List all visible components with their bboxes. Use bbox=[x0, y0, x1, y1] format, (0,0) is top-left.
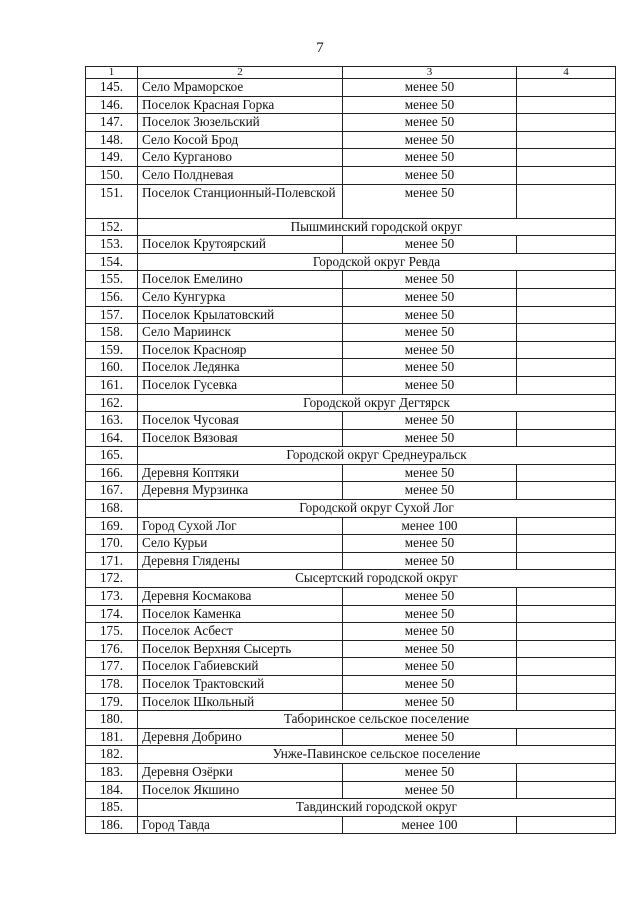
row-number: 147. bbox=[86, 114, 138, 132]
settlement-name: Поселок Габиевский bbox=[138, 658, 343, 676]
page-number: 7 bbox=[316, 40, 324, 56]
population-value: менее 50 bbox=[343, 482, 517, 500]
section-row bbox=[86, 253, 616, 271]
row-number: 185. bbox=[86, 799, 138, 817]
settlement-name: Поселок Краснояр bbox=[138, 341, 343, 359]
row-number: 173. bbox=[86, 588, 138, 606]
settlement-name: Поселок Зюзельский bbox=[138, 114, 343, 132]
row-number: 181. bbox=[86, 728, 138, 746]
settlement-name: Поселок Школьный bbox=[138, 693, 343, 711]
settlement-name: Поселок Якшино bbox=[138, 781, 343, 799]
population-value: менее 50 bbox=[343, 149, 517, 167]
settlement-name: Деревня Космакова bbox=[138, 588, 343, 606]
table-body bbox=[86, 67, 616, 834]
settlement-name: Город Тавда bbox=[138, 816, 343, 834]
row-number: 153. bbox=[86, 236, 138, 254]
population-value: менее 50 bbox=[343, 640, 517, 658]
column-4-cell bbox=[517, 359, 616, 377]
row-number: 160. bbox=[86, 359, 138, 377]
section-row bbox=[86, 218, 616, 236]
column-4-cell bbox=[517, 781, 616, 799]
column-4-cell bbox=[517, 816, 616, 834]
population-value: менее 50 bbox=[343, 588, 517, 606]
settlement-name: Поселок Красная Горка bbox=[138, 96, 343, 114]
settlement-name: Деревня Коптяки bbox=[138, 464, 343, 482]
population-value: менее 50 bbox=[343, 781, 517, 799]
row-number: 171. bbox=[86, 552, 138, 570]
table-row bbox=[86, 341, 616, 359]
section-row bbox=[86, 570, 616, 588]
table-row bbox=[86, 676, 616, 694]
section-row bbox=[86, 447, 616, 465]
column-4-cell bbox=[517, 676, 616, 694]
column-4-cell bbox=[517, 623, 616, 641]
section-row bbox=[86, 394, 616, 412]
table-row bbox=[86, 131, 616, 149]
row-number: 179. bbox=[86, 693, 138, 711]
row-number: 149. bbox=[86, 149, 138, 167]
settlement-name: Село Мраморское bbox=[138, 79, 343, 97]
settlement-name: Деревня Глядены bbox=[138, 552, 343, 570]
population-value: менее 50 bbox=[343, 341, 517, 359]
column-4-cell bbox=[517, 535, 616, 553]
table-row bbox=[86, 588, 616, 606]
settlement-name: Деревня Озёрки bbox=[138, 763, 343, 781]
population-value: менее 50 bbox=[343, 236, 517, 254]
population-value: менее 50 bbox=[343, 376, 517, 394]
row-number: 161. bbox=[86, 376, 138, 394]
column-4-cell bbox=[517, 96, 616, 114]
settlements-table bbox=[85, 66, 616, 834]
population-value: менее 50 bbox=[343, 271, 517, 289]
table-row bbox=[86, 552, 616, 570]
row-number: 172. bbox=[86, 570, 138, 588]
settlement-name: Село Курьи bbox=[138, 535, 343, 553]
row-number: 155. bbox=[86, 271, 138, 289]
population-value: менее 50 bbox=[343, 623, 517, 641]
population-value: менее 50 bbox=[343, 605, 517, 623]
table-row bbox=[86, 359, 616, 377]
column-4-cell bbox=[517, 376, 616, 394]
section-title: Городской округ Среднеуральск bbox=[138, 447, 616, 465]
population-value: менее 50 bbox=[343, 324, 517, 342]
table-row bbox=[86, 781, 616, 799]
section-title: Тавдинский городской округ bbox=[138, 799, 616, 817]
population-value: менее 50 bbox=[343, 728, 517, 746]
column-4-cell bbox=[517, 412, 616, 430]
table-row bbox=[86, 464, 616, 482]
table-row bbox=[86, 429, 616, 447]
settlement-name: Село Курганово bbox=[138, 149, 343, 167]
table-row bbox=[86, 623, 616, 641]
settlement-name: Поселок Крылатовский bbox=[138, 306, 343, 324]
table-row bbox=[86, 306, 616, 324]
column-4-cell bbox=[517, 605, 616, 623]
population-value: менее 50 bbox=[343, 693, 517, 711]
column-4-cell bbox=[517, 114, 616, 132]
settlement-name: Поселок Емелино bbox=[138, 271, 343, 289]
column-4-cell bbox=[517, 236, 616, 254]
table-row bbox=[86, 482, 616, 500]
table-row bbox=[86, 288, 616, 306]
section-title: Таборинское сельское поселение bbox=[138, 711, 616, 729]
row-number: 167. bbox=[86, 482, 138, 500]
population-value: менее 50 bbox=[343, 96, 517, 114]
population-value: менее 50 bbox=[343, 114, 517, 132]
table-row bbox=[86, 763, 616, 781]
row-number: 184. bbox=[86, 781, 138, 799]
table-row bbox=[86, 640, 616, 658]
row-number: 165. bbox=[86, 447, 138, 465]
row-number: 168. bbox=[86, 500, 138, 518]
table-row bbox=[86, 79, 616, 97]
column-4-cell bbox=[517, 728, 616, 746]
table-row bbox=[86, 376, 616, 394]
section-title: Городской округ Сухой Лог bbox=[138, 500, 616, 518]
column-header-4: 4 bbox=[517, 67, 616, 79]
table-row bbox=[86, 96, 616, 114]
population-value: менее 50 bbox=[343, 359, 517, 377]
row-number: 145. bbox=[86, 79, 138, 97]
column-4-cell bbox=[517, 324, 616, 342]
column-4-cell bbox=[517, 271, 616, 289]
table-row bbox=[86, 412, 616, 430]
section-row bbox=[86, 500, 616, 518]
row-number: 174. bbox=[86, 605, 138, 623]
table-row bbox=[86, 535, 616, 553]
column-header-1: 1 bbox=[86, 67, 138, 79]
section-title: Городской округ Дегтярск bbox=[138, 394, 616, 412]
settlement-name: Село Полдневая bbox=[138, 166, 343, 184]
column-4-cell bbox=[517, 429, 616, 447]
population-value: менее 100 bbox=[343, 816, 517, 834]
row-number: 152. bbox=[86, 218, 138, 236]
settlement-name: Поселок Гусевка bbox=[138, 376, 343, 394]
table-row bbox=[86, 166, 616, 184]
row-number: 175. bbox=[86, 623, 138, 641]
population-value: менее 50 bbox=[343, 184, 517, 218]
column-4-cell bbox=[517, 184, 616, 218]
table-row bbox=[86, 271, 616, 289]
column-4-cell bbox=[517, 306, 616, 324]
population-value: менее 50 bbox=[343, 288, 517, 306]
row-number: 163. bbox=[86, 412, 138, 430]
column-4-cell bbox=[517, 693, 616, 711]
row-number: 170. bbox=[86, 535, 138, 553]
table-row bbox=[86, 693, 616, 711]
population-value: менее 100 bbox=[343, 517, 517, 535]
column-4-cell bbox=[517, 640, 616, 658]
row-number: 146. bbox=[86, 96, 138, 114]
section-row bbox=[86, 746, 616, 764]
column-header-3: 3 bbox=[343, 67, 517, 79]
settlement-name: Поселок Верхняя Сысерть bbox=[138, 640, 343, 658]
row-number: 177. bbox=[86, 658, 138, 676]
population-value: менее 50 bbox=[343, 429, 517, 447]
table-row bbox=[86, 236, 616, 254]
row-number: 169. bbox=[86, 517, 138, 535]
population-value: менее 50 bbox=[343, 763, 517, 781]
settlement-name: Поселок Асбест bbox=[138, 623, 343, 641]
column-4-cell bbox=[517, 341, 616, 359]
column-header-2: 2 bbox=[138, 67, 343, 79]
row-number: 166. bbox=[86, 464, 138, 482]
row-number: 159. bbox=[86, 341, 138, 359]
settlement-name: Село Кунгурка bbox=[138, 288, 343, 306]
column-4-cell bbox=[517, 658, 616, 676]
settlement-name: Поселок Каменка bbox=[138, 605, 343, 623]
settlement-name: Поселок Ледянка bbox=[138, 359, 343, 377]
column-4-cell bbox=[517, 552, 616, 570]
row-number: 183. bbox=[86, 763, 138, 781]
population-value: менее 50 bbox=[343, 658, 517, 676]
row-number: 148. bbox=[86, 131, 138, 149]
population-value: менее 50 bbox=[343, 535, 517, 553]
settlement-name: Поселок Вязовая bbox=[138, 429, 343, 447]
settlement-name: Деревня Добрино bbox=[138, 728, 343, 746]
section-title: Унже-Павинское сельское поселение bbox=[138, 746, 616, 764]
row-number: 151. bbox=[86, 184, 138, 218]
table-row bbox=[86, 605, 616, 623]
column-4-cell bbox=[517, 131, 616, 149]
column-4-cell bbox=[517, 166, 616, 184]
column-4-cell bbox=[517, 288, 616, 306]
population-value: менее 50 bbox=[343, 306, 517, 324]
column-4-cell bbox=[517, 464, 616, 482]
population-value: менее 50 bbox=[343, 166, 517, 184]
row-number: 164. bbox=[86, 429, 138, 447]
table-header-row bbox=[86, 67, 616, 79]
population-value: менее 50 bbox=[343, 552, 517, 570]
table-row bbox=[86, 816, 616, 834]
table-row bbox=[86, 324, 616, 342]
column-4-cell bbox=[517, 482, 616, 500]
table-row bbox=[86, 184, 616, 218]
settlement-name: Поселок Станционный-Полевской bbox=[138, 184, 343, 218]
population-value: менее 50 bbox=[343, 676, 517, 694]
row-number: 162. bbox=[86, 394, 138, 412]
table-row bbox=[86, 728, 616, 746]
row-number: 150. bbox=[86, 166, 138, 184]
row-number: 186. bbox=[86, 816, 138, 834]
column-4-cell bbox=[517, 763, 616, 781]
row-number: 156. bbox=[86, 288, 138, 306]
settlement-name: Поселок Трактовский bbox=[138, 676, 343, 694]
column-4-cell bbox=[517, 79, 616, 97]
section-title: Городской округ Ревда bbox=[138, 253, 616, 271]
table-row bbox=[86, 114, 616, 132]
row-number: 182. bbox=[86, 746, 138, 764]
settlement-name: Поселок Чусовая bbox=[138, 412, 343, 430]
population-value: менее 50 bbox=[343, 79, 517, 97]
row-number: 178. bbox=[86, 676, 138, 694]
settlement-name: Деревня Мурзинка bbox=[138, 482, 343, 500]
population-value: менее 50 bbox=[343, 131, 517, 149]
row-number: 157. bbox=[86, 306, 138, 324]
settlement-name: Село Мариинск bbox=[138, 324, 343, 342]
row-number: 158. bbox=[86, 324, 138, 342]
section-row bbox=[86, 799, 616, 817]
column-4-cell bbox=[517, 149, 616, 167]
column-4-cell bbox=[517, 517, 616, 535]
population-value: менее 50 bbox=[343, 464, 517, 482]
column-4-cell bbox=[517, 588, 616, 606]
section-row bbox=[86, 711, 616, 729]
table-row bbox=[86, 658, 616, 676]
settlement-name: Поселок Крутоярский bbox=[138, 236, 343, 254]
settlement-name: Село Косой Брод bbox=[138, 131, 343, 149]
section-title: Пышминский городской округ bbox=[138, 218, 616, 236]
row-number: 176. bbox=[86, 640, 138, 658]
section-title: Сысертский городской округ bbox=[138, 570, 616, 588]
table-row bbox=[86, 149, 616, 167]
population-value: менее 50 bbox=[343, 412, 517, 430]
row-number: 154. bbox=[86, 253, 138, 271]
settlement-name: Город Сухой Лог bbox=[138, 517, 343, 535]
table-row bbox=[86, 517, 616, 535]
row-number: 180. bbox=[86, 711, 138, 729]
